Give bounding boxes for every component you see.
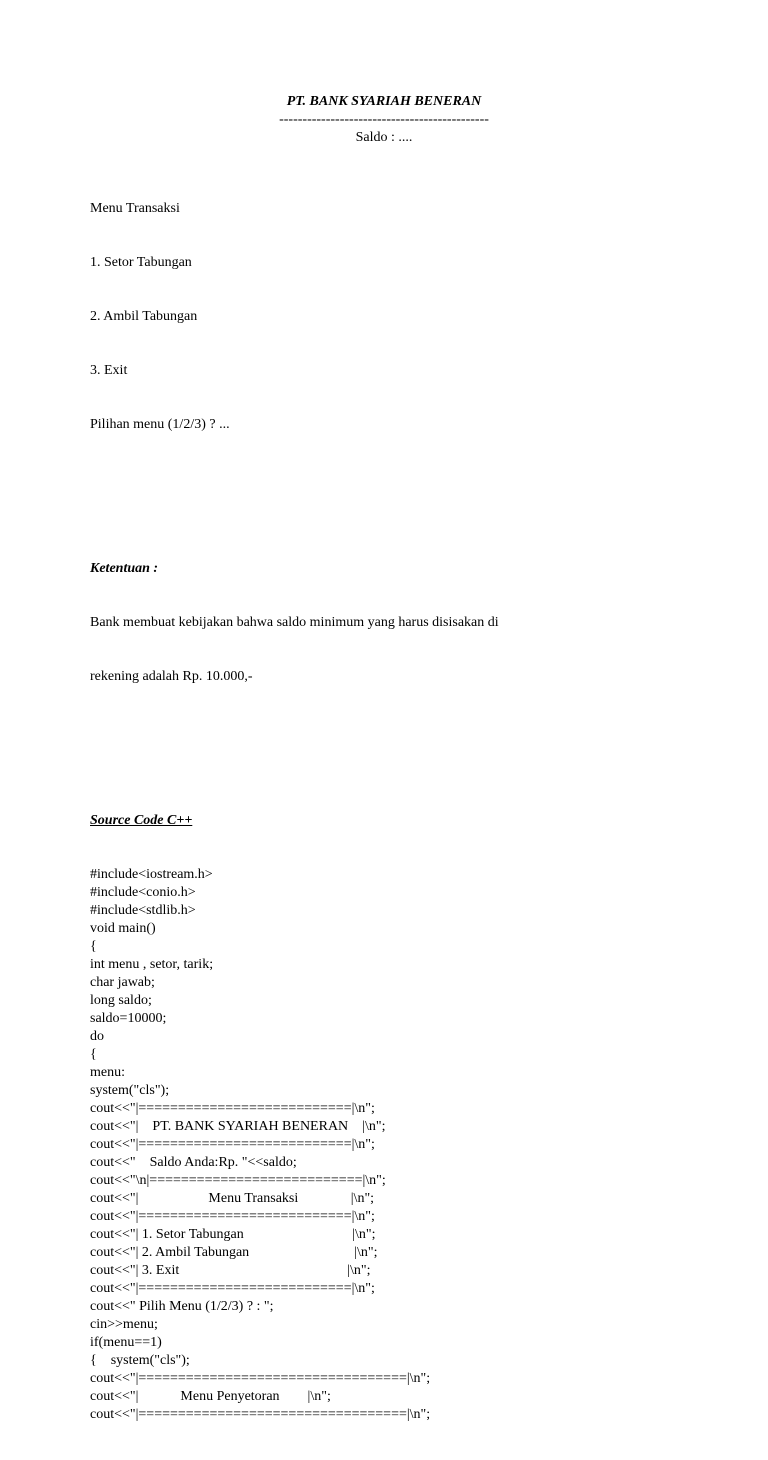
- code-line: {: [90, 1047, 97, 1062]
- code-line: cout<<" Saldo Anda:Rp. "<<saldo;: [90, 1155, 297, 1170]
- code-line: char jawab;: [90, 975, 155, 990]
- document-title: PT. BANK SYARIAH BENERAN: [286, 94, 482, 109]
- document-body: [90, 164, 710, 1460]
- ketentuan-line: rekening adalah Rp. 10.000,-: [90, 669, 253, 684]
- title-divider: ---------------------------------------------: [279, 112, 489, 127]
- paragraph-gap: [90, 488, 710, 506]
- menu-line: 3. Exit: [90, 363, 128, 378]
- code-line: cout<<"|==================================|\n";: [90, 1371, 431, 1386]
- ketentuan-heading: Ketentuan :: [90, 561, 159, 576]
- code-line: system("cls");: [90, 1083, 170, 1098]
- menu-line: 1. Setor Tabungan: [90, 255, 192, 270]
- paragraph-gap: [90, 740, 710, 758]
- menu-line: Pilihan menu (1/2/3) ? ...: [90, 417, 230, 432]
- code-line: menu:: [90, 1065, 125, 1080]
- code-line: if(menu==1): [90, 1335, 162, 1350]
- code-line: cout<<"| PT. BANK SYARIAH BENERAN |\n";: [90, 1119, 386, 1134]
- code-line: cin>>menu;: [90, 1317, 158, 1332]
- code-line: void main(): [90, 921, 156, 936]
- code-line: cout<<" Pilih Menu (1/2/3) ? : ";: [90, 1299, 274, 1314]
- code-line: #include<conio.h>: [90, 885, 196, 900]
- code-line: { system("cls");: [90, 1353, 190, 1368]
- code-line: cout<<"|===========================|\n";: [90, 1137, 375, 1152]
- code-line: int menu , setor, tarik;: [90, 957, 214, 972]
- saldo-line: Saldo : ....: [355, 130, 413, 145]
- code-line: cout<<"| Menu Penyetoran |\n";: [90, 1389, 331, 1404]
- code-line: do: [90, 1029, 104, 1044]
- code-line: cout<<"|===========================|\n";: [90, 1209, 375, 1224]
- code-line: cout<<"| 1. Setor Tabungan |\n";: [90, 1227, 376, 1242]
- code-line: #include<iostream.h>: [90, 867, 213, 882]
- code-line: cout<<"| Menu Transaksi |\n";: [90, 1191, 375, 1206]
- menu-line: 2. Ambil Tabungan: [90, 309, 198, 324]
- ketentuan-line: Bank membuat kebijakan bahwa saldo minimum yang harus disisakan di: [90, 615, 499, 630]
- code-line: long saldo;: [90, 993, 152, 1008]
- code-line: cout<<"| 2. Ambil Tabungan |\n";: [90, 1245, 378, 1260]
- code-line: cout<<"|===========================|\n";: [90, 1101, 375, 1116]
- code-line: #include<stdlib.h>: [90, 903, 196, 918]
- code-line: cout<<"|==================================|\n";: [90, 1407, 431, 1422]
- source-code-block: [90, 866, 710, 1424]
- menu-line: Menu Transaksi: [90, 201, 180, 216]
- code-line: {: [90, 939, 97, 954]
- code-line: saldo=10000;: [90, 1011, 167, 1026]
- code-line: cout<<"\n|===========================|\n";: [90, 1173, 386, 1188]
- code-line: cout<<"| 3. Exit |\n";: [90, 1263, 371, 1278]
- code-line: cout<<"|===========================|\n";: [90, 1281, 375, 1296]
- source-code-heading: Source Code C++: [90, 813, 193, 828]
